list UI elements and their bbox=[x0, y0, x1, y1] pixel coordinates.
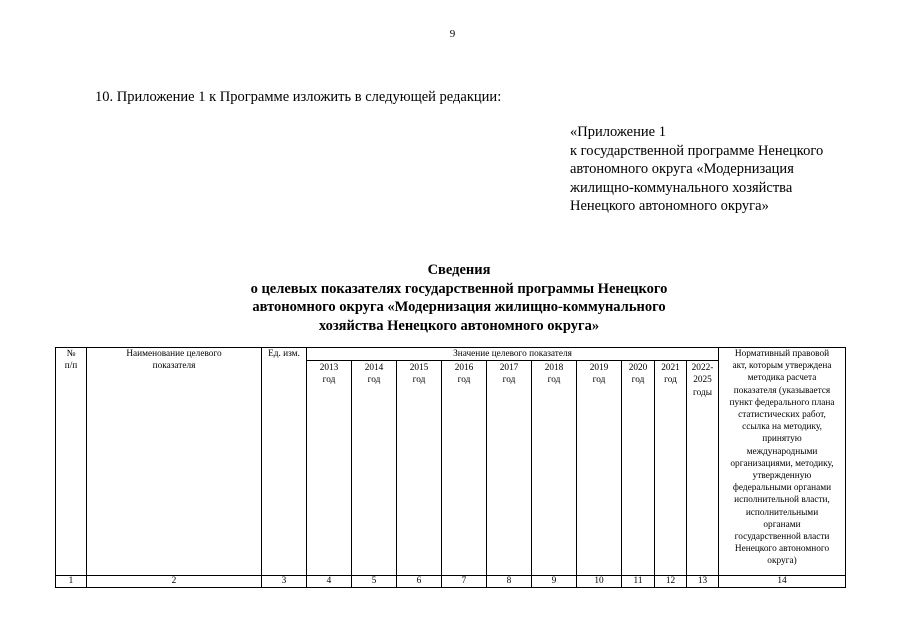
header-name: Наименование целевого показателя bbox=[87, 348, 262, 576]
appendix-line: «Приложение 1 bbox=[570, 124, 666, 140]
column-number: 8 bbox=[487, 576, 532, 588]
header-unit: Ед. изм. bbox=[262, 348, 307, 576]
column-number: 9 bbox=[532, 576, 577, 588]
column-number: 3 bbox=[262, 576, 307, 588]
column-number: 12 bbox=[655, 576, 687, 588]
header-num: № п/п bbox=[56, 348, 87, 576]
column-number: 6 bbox=[397, 576, 442, 588]
heading-line: о целевых показателях государственной программы Ненецкого bbox=[250, 280, 668, 297]
heading-line: хозяйства Ненецкого автономного округа» bbox=[318, 317, 600, 334]
appendix-reference bbox=[570, 123, 823, 216]
appendix-line: жилищно-коммунального хозяйства bbox=[570, 179, 793, 196]
heading-line: автономного округа «Модернизация жилищно-коммунального bbox=[252, 299, 666, 315]
column-number: 7 bbox=[442, 576, 487, 588]
header-year: 2017 год bbox=[487, 361, 532, 576]
table-heading bbox=[0, 261, 905, 335]
header-normative-act: Нормативный правовой акт, которым утверждена методика расчета показателя (указывается пункт федерального плана статистических работ, ссылка на методику, принятую международными организациями, методику, утвержденную федеральными органами исполнительной власти, исполнительными органами государственной власти Ненецкого автономного округа) bbox=[719, 348, 846, 576]
appendix-line: Ненецкого автономного округа» bbox=[570, 198, 769, 214]
header-year: 2018 год bbox=[532, 361, 577, 576]
column-number: 11 bbox=[622, 576, 655, 588]
appendix-line: автономного округа «Модернизация bbox=[570, 161, 794, 177]
header-year: 2019 год bbox=[577, 361, 622, 576]
header-year: 2013 год bbox=[307, 361, 352, 576]
column-number: 14 bbox=[719, 576, 846, 588]
header-year: 2014 год bbox=[352, 361, 397, 576]
header-year: 2016 год bbox=[442, 361, 487, 576]
amendment-paragraph: 10. Приложение 1 к Программе изложить в следующей редакции: bbox=[95, 89, 502, 105]
column-number: 1 bbox=[56, 576, 87, 588]
indicators-table bbox=[55, 347, 846, 588]
column-number: 2 bbox=[87, 576, 262, 588]
column-number: 4 bbox=[307, 576, 352, 588]
page-number: 9 bbox=[449, 28, 456, 40]
column-number: 13 bbox=[687, 576, 719, 588]
column-number: 10 bbox=[577, 576, 622, 588]
header-year: 2021 год bbox=[655, 361, 687, 576]
column-number: 5 bbox=[352, 576, 397, 588]
heading-line: Сведения bbox=[427, 262, 491, 278]
appendix-line: к государственной программе Ненецкого bbox=[570, 142, 824, 159]
header-year: 2015 год bbox=[397, 361, 442, 576]
header-value: Значение целевого показателя bbox=[307, 348, 719, 361]
header-year: 2020 год bbox=[622, 361, 655, 576]
header-year: 2022- 2025 годы bbox=[687, 361, 719, 576]
